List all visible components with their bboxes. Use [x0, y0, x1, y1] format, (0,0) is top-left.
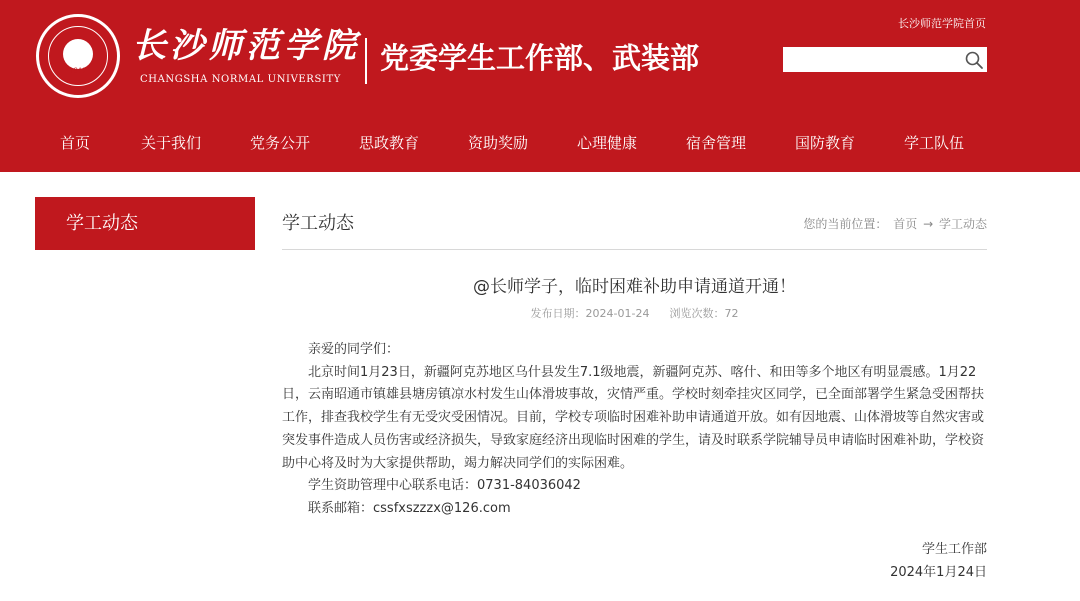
department-title: 党委学生工作部、武装部: [380, 41, 700, 75]
main-nav: [0, 125, 1080, 161]
university-name-english: CHANGSHA NORMAL UNIVERSITY: [140, 74, 341, 85]
article-greeting: 亲爱的同学们：: [308, 342, 400, 357]
nav-item-about[interactable]: 关于我们: [141, 134, 202, 152]
site-header: [0, 0, 1080, 172]
seal-emblem: [63, 39, 93, 69]
nav-item-party-affairs[interactable]: 党务公开: [250, 134, 311, 152]
nav-item-defense-education[interactable]: 国防教育: [795, 134, 856, 152]
article-body: [282, 339, 989, 521]
article-contact-phone: 学生资助管理中心联系电话：0731-84036042: [308, 478, 581, 494]
nav-item-staff-team[interactable]: 学工队伍: [904, 134, 965, 152]
seal-year: 1912: [69, 67, 87, 75]
search-icon[interactable]: [964, 50, 984, 70]
section-divider: [282, 249, 987, 250]
breadcrumb-home-link[interactable]: 首页: [893, 217, 918, 231]
sidebar-category-title[interactable]: 学工动态: [35, 197, 255, 250]
nav-item-dormitory[interactable]: 宿舍管理: [686, 134, 747, 152]
university-name-calligraphy[interactable]: 长沙师范学院: [132, 26, 360, 66]
university-home-link[interactable]: 长沙师范学院首页: [898, 17, 986, 30]
nav-item-mental-health[interactable]: 心理健康: [577, 134, 638, 152]
article-paragraph: 北京时间1月23日，新疆阿克苏地区乌什县发生7.1级地震，新疆阿克苏、喀什、和田等多个地区有明显震感。1月22日，云南昭通市镇雄县塘房镇凉水村发生山体滑坡事故，灾情严重。学校时刻牵挂灾区同学，已全面部署学生紧急受困帮扶工作，排查我校学生有无受灾受困情况。目前，学校专项临时困难补助申请通道开放。如有因地震、山体滑坡等自然灾害或突发事件造成人员伤害或经济损失，导致家庭经济出现临时困难的学生，请及时联系学院辅导员申请临时困难补助，学校资助中心将及时为大家提供帮助，竭力解决同学们的实际困难。: [282, 364, 985, 471]
article-date: 发布日期：2024-01-24: [530, 307, 650, 320]
breadcrumb-prefix: 您的当前位置：: [803, 217, 888, 231]
search-input[interactable]: [783, 47, 958, 72]
nav-item-home[interactable]: 首页: [60, 134, 91, 152]
logo-divider: [365, 38, 367, 84]
article-signature: 学生工作部: [921, 542, 987, 557]
nav-item-financial-aid[interactable]: 资助奖励: [468, 134, 529, 152]
article-sign-date: 2024年1月24日: [890, 565, 987, 580]
university-seal-logo[interactable]: [36, 14, 120, 98]
search-box: [783, 47, 987, 72]
article-meta: [282, 307, 987, 321]
nav-item-ideological-education[interactable]: 思政教育: [359, 134, 420, 152]
breadcrumb-arrow: →: [923, 217, 934, 231]
breadcrumb-current[interactable]: 学工动态: [938, 217, 987, 231]
page-title: 学工动态: [282, 213, 354, 234]
breadcrumb: [801, 216, 987, 232]
article-title: @长师学子，临时困难补助申请通道开通！: [473, 277, 796, 297]
article-views: 浏览次数：72: [669, 307, 739, 320]
article-contact-email: 联系邮箱：cssfxszzzx@126.com: [308, 500, 511, 516]
